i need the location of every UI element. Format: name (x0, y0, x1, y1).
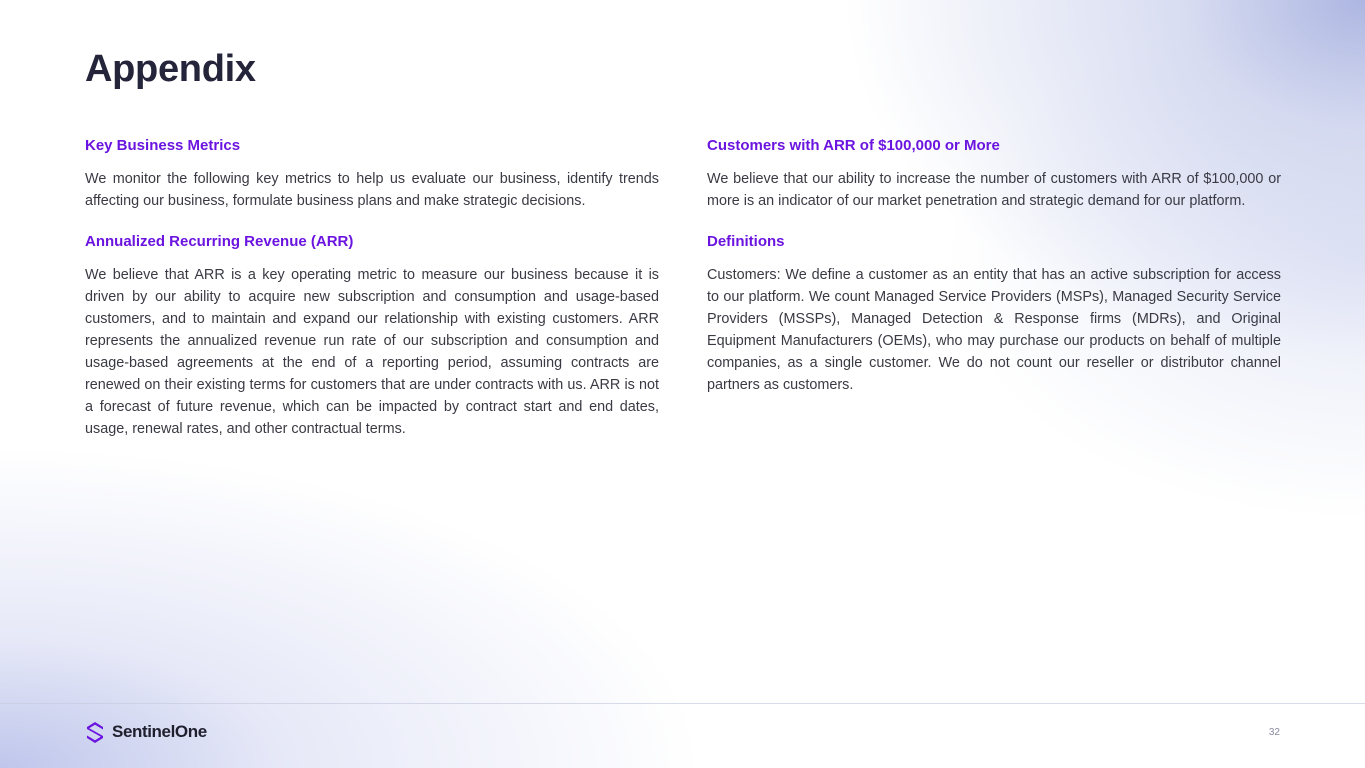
section-body-definitions: Customers: We define a customer as an entity that has an active subscription for access to our platform. We count Managed Service Providers (MSPs), Managed Security Service Providers (MSSPs), Managed Detection & Response firms (MDRs), and Original Equipment Manufacturers (OEMs), who may purchase our products on behalf of multiple companies, as a single customer. We do not count our reseller or distributor channel partners as customers. (707, 267, 1281, 393)
section-body-customers-arr-100k: We believe that our ability to increase the number of customers with ARR of $100,000 or more is an indicator of our market penetration and strategic demand for our platform. (707, 171, 1281, 209)
section-heading-customers-arr-100k: Customers with ARR of $100,000 or More (707, 137, 1000, 154)
section-heading-key-business-metrics: Key Business Metrics (85, 137, 241, 154)
footer-logo (85, 719, 207, 745)
footer-divider (0, 703, 1365, 704)
section-body-arr: We believe that ARR is a key operating metric to measure our business because it is driven by our ability to acquire new subscription and consumption and usage-based customers, and to maintain and expand our relationship with existing customers. ARR represents the annualized revenue run rate of our subscription and consumption and usage-based agreements at the end of a reporting period, assuming contracts are renewed on their existing terms for customers that are under contracts with us. ARR is not a forecast of future revenue, which can be impacted by contract start and end dates, usage, renewal rates, and other contractual terms. (85, 267, 659, 437)
right-column (707, 136, 1281, 396)
section-heading-definitions: Definitions (707, 233, 785, 250)
page-number: 32 (1268, 727, 1280, 738)
sentinelone-logo-icon (85, 719, 105, 745)
logo-wordmark: SentinelOne (112, 722, 207, 741)
left-column (85, 136, 659, 440)
section-body-key-business-metrics: We monitor the following key metrics to help us evaluate our business, identify trends affecting our business, formulate business plans and make strategic decisions. (85, 171, 659, 209)
section-heading-arr: Annualized Recurring Revenue (ARR) (85, 233, 354, 250)
page-title: Appendix (85, 48, 256, 90)
